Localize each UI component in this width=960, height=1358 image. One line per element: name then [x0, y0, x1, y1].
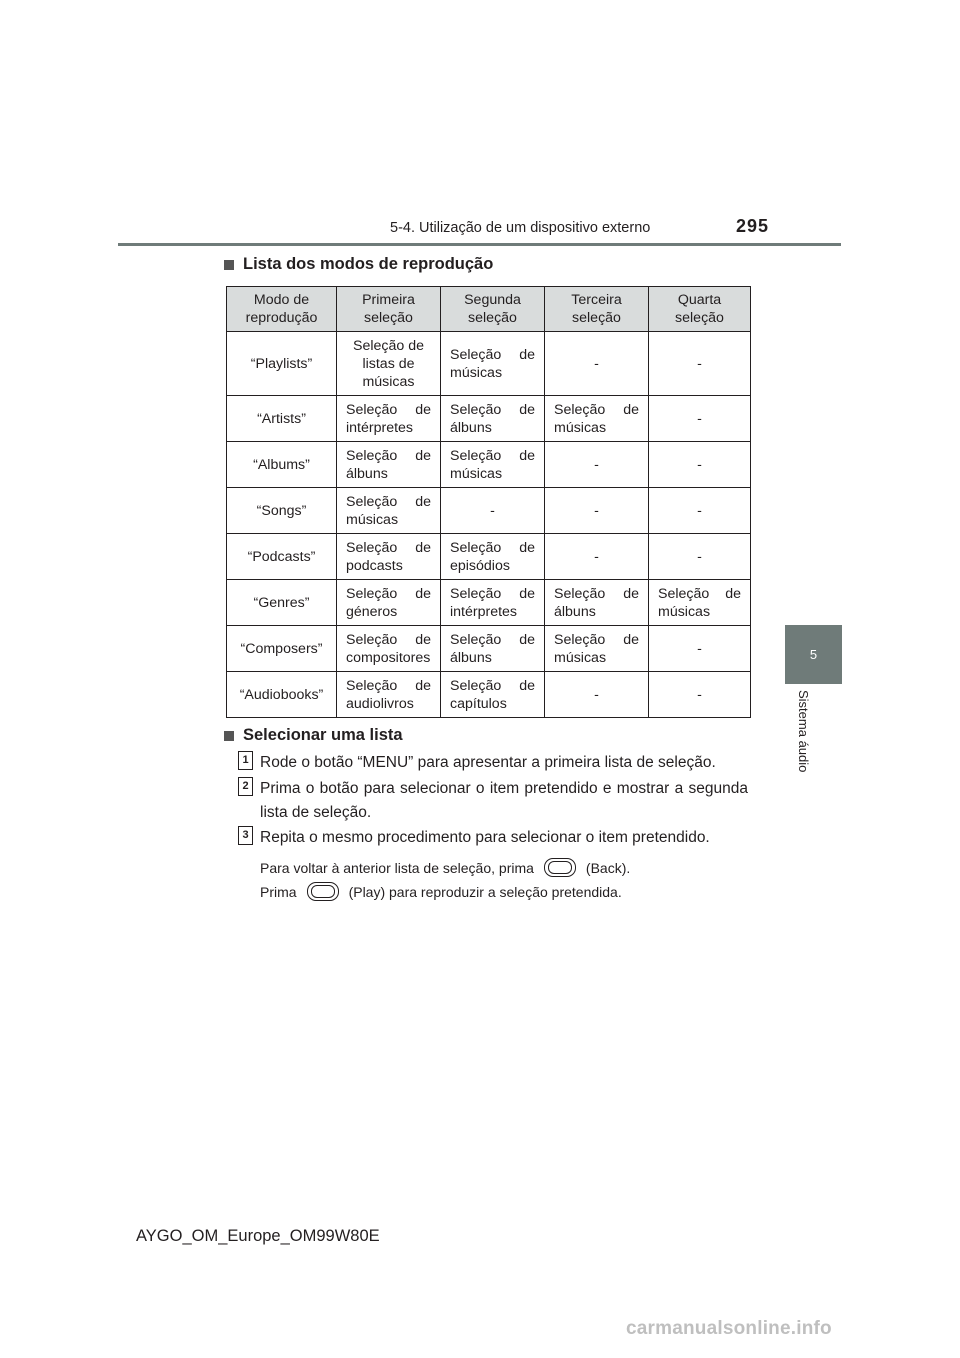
table-cell: -	[545, 672, 649, 718]
table-cell: Seleção de capítulos	[441, 672, 545, 718]
table-cell: -	[545, 534, 649, 580]
table-cell: “Audiobooks”	[227, 672, 337, 718]
table-cell: “Genres”	[227, 580, 337, 626]
playback-modes-table	[226, 286, 751, 718]
table-row	[227, 488, 751, 534]
table-cell: Seleção de intérpretes	[441, 580, 545, 626]
table-cell: Seleção de intérpretes	[337, 396, 441, 442]
col-header-second: Segunda seleção	[441, 287, 545, 332]
table-cell: -	[649, 488, 751, 534]
watermark: carmanualsonline.info	[626, 1318, 832, 1339]
table-cell: Seleção de álbuns	[545, 580, 649, 626]
note-text: (Play) para reproduzir a seleção pretendida.	[348, 883, 622, 900]
table-cell: -	[545, 442, 649, 488]
step-2	[238, 777, 748, 825]
table-cell: Seleção de audiolivros	[337, 672, 441, 718]
step-text: Prima o botão para selecionar o item pretendido e mostrar a segunda lista de seleção.	[260, 780, 748, 821]
col-header-fourth: Quarta seleção	[649, 287, 751, 332]
col-header-mode: Modo de reprodução	[227, 287, 337, 332]
table-row	[227, 672, 751, 718]
table-cell: “Songs”	[227, 488, 337, 534]
table-row	[227, 626, 751, 672]
table-cell: “Composers”	[227, 626, 337, 672]
table-cell: Seleção de músicas	[545, 396, 649, 442]
chapter-label: Sistema áudio	[796, 690, 811, 773]
play-button-icon	[307, 882, 339, 901]
table-cell: Seleção de músicas	[337, 488, 441, 534]
back-button-icon	[544, 858, 576, 877]
table-cell: Seleção de compositores	[337, 626, 441, 672]
note-text: (Back).	[585, 859, 631, 876]
table-cell: Seleção de músicas	[545, 626, 649, 672]
note-text: Para voltar à anterior lista de seleção, prima	[260, 859, 534, 876]
table-cell: -	[649, 442, 751, 488]
table-cell: -	[545, 332, 649, 396]
note-play	[260, 882, 622, 901]
chapter-tab	[785, 625, 842, 684]
note-back	[260, 858, 630, 877]
step-1	[238, 751, 748, 775]
table-row	[227, 396, 751, 442]
table-cell: -	[441, 488, 545, 534]
table-row	[227, 580, 751, 626]
note-text: Prima	[260, 883, 297, 900]
table-cell: Seleção de álbuns	[441, 626, 545, 672]
section-heading-modes	[224, 255, 493, 274]
table-cell: Seleção de episódios	[441, 534, 545, 580]
section-heading-text: Lista dos modos de reprodução	[243, 255, 494, 273]
table-cell: Seleção de podcasts	[337, 534, 441, 580]
step-text: Repita o mesmo procedimento para selecionar o item pretendido.	[260, 829, 710, 846]
square-bullet-icon	[224, 731, 234, 741]
table-row	[227, 442, 751, 488]
table-cell: Seleção de álbuns	[441, 396, 545, 442]
col-header-third: Terceira seleção	[545, 287, 649, 332]
step-number-badge: 2	[238, 777, 253, 796]
table-cell: Seleção de músicas	[441, 332, 545, 396]
step-number-badge: 3	[238, 826, 253, 845]
col-header-first: Primeira seleção	[337, 287, 441, 332]
step-3	[238, 826, 748, 850]
chapter-number: 5	[809, 647, 818, 662]
table-cell: Seleção de músicas	[649, 580, 751, 626]
header-divider	[118, 243, 841, 246]
table-row	[227, 332, 751, 396]
page-number: 295	[736, 216, 770, 236]
table-cell: Seleção de músicas	[441, 442, 545, 488]
header-section-title: 5-4. Utilização de um dispositivo externo	[390, 220, 651, 236]
step-text: Rode o botão “MENU” para apresentar a primeira lista de seleção.	[260, 754, 716, 771]
table-cell: -	[649, 534, 751, 580]
table-cell: Seleção de álbuns	[337, 442, 441, 488]
table-cell: Seleção de géneros	[337, 580, 441, 626]
section-heading-text: Selecionar uma lista	[243, 726, 403, 744]
section-heading-select-list	[224, 726, 403, 745]
table-header-row	[227, 287, 751, 332]
table-cell: “Podcasts”	[227, 534, 337, 580]
table-cell: “Artists”	[227, 396, 337, 442]
table-cell: Seleção de listas de músicas	[337, 332, 441, 396]
table-cell: -	[649, 396, 751, 442]
table-cell: -	[649, 626, 751, 672]
table-cell: “Albums”	[227, 442, 337, 488]
table-cell: -	[649, 332, 751, 396]
table-cell: “Playlists”	[227, 332, 337, 396]
step-number-badge: 1	[238, 751, 253, 770]
table-cell: -	[545, 488, 649, 534]
square-bullet-icon	[224, 260, 234, 270]
footer-doc-code: AYGO_OM_Europe_OM99W80E	[136, 1227, 380, 1245]
table-row	[227, 534, 751, 580]
table-cell: -	[649, 672, 751, 718]
